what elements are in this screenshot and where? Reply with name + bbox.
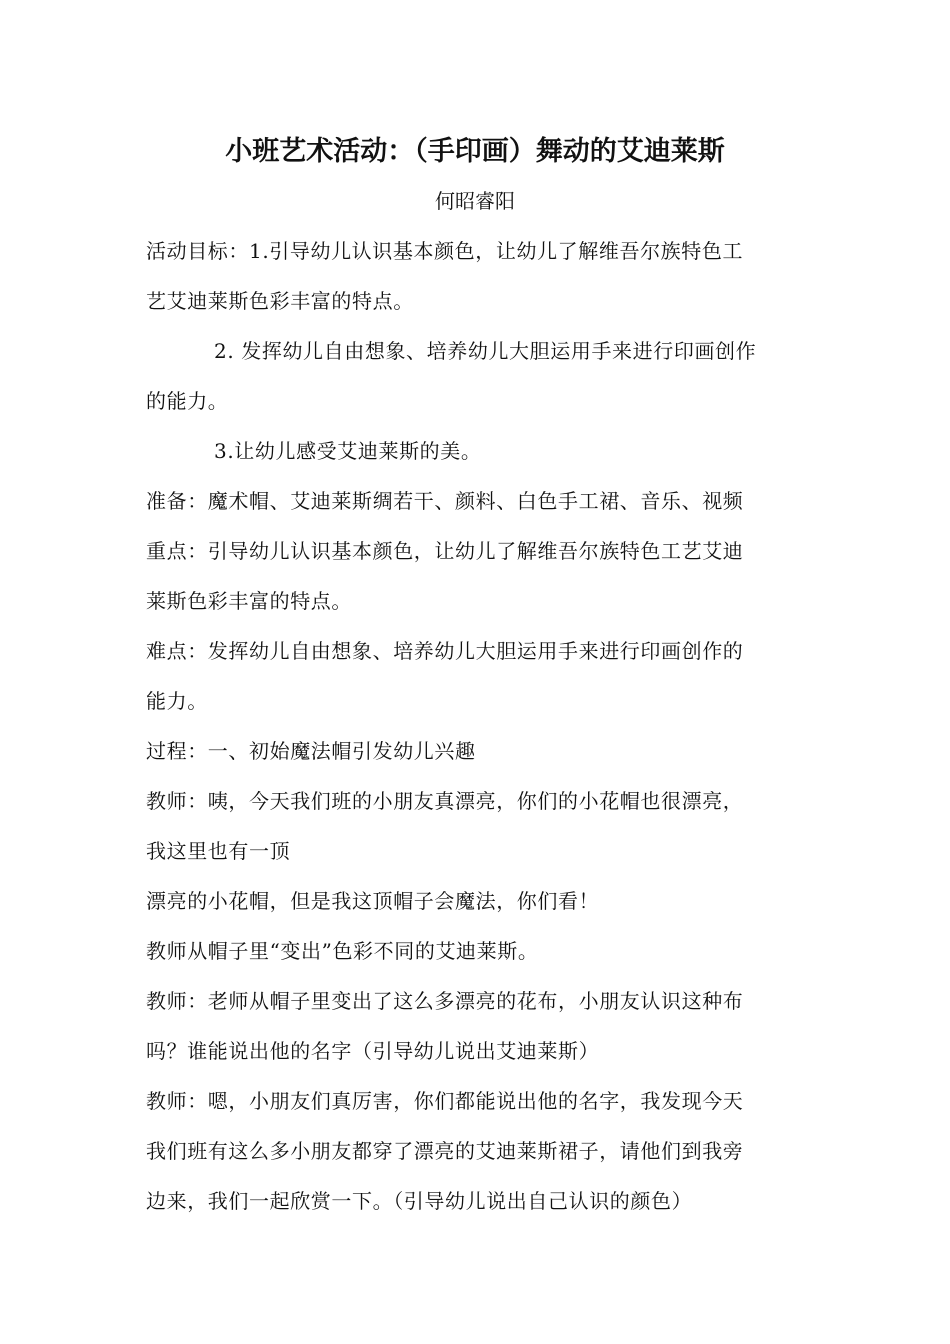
body-line: 我这里也有一顶 (146, 839, 291, 863)
body-line: 教师从帽子里“变出”色彩不同的艾迪莱斯。 (146, 939, 539, 963)
body-line: 教师：咦，今天我们班的小朋友真漂亮，你们的小花帽也很漂亮， (146, 789, 744, 813)
body-line: 的能力。 (146, 389, 229, 413)
body-line: 我们班有这么多小朋友都穿了漂亮的艾迪莱斯裙子，请他们到我旁 (146, 1139, 744, 1163)
body-line: 3.让幼儿感受艾迪莱斯的美。 (214, 439, 482, 463)
body-line: 能力。 (146, 689, 208, 713)
document-author: 何昭睿阳 (435, 189, 515, 213)
body-line: 漂亮的小花帽，但是我这顶帽子会魔法，你们看！ (146, 889, 600, 913)
body-line: 教师：老师从帽子里变出了这么多漂亮的花布，小朋友认识这种布 (146, 989, 744, 1013)
document-title: 小班艺术活动：（手印画）舞动的艾迪莱斯 (225, 136, 725, 167)
body-line: 活动目标：1.引导幼儿认识基本颜色，让幼儿了解维吾尔族特色工 (146, 239, 744, 263)
body-line: 边来，我们一起欣赏一下。（引导幼儿说出自己认识的颜色） (146, 1189, 693, 1213)
body-line: 教师：嗯，小朋友们真厉害，你们都能说出他的名字，我发现今天 (146, 1089, 744, 1113)
body-line: 过程：一、初始魔法帽引发幼儿兴趣 (146, 739, 476, 763)
body-line: 2. 发挥幼儿自由想象、培养幼儿大胆运用手来进行印画创作 (214, 339, 757, 363)
body-line: 莱斯色彩丰富的特点。 (146, 589, 352, 613)
body-line: 吗？谁能说出他的名字（引导幼儿说出艾迪莱斯） (146, 1039, 600, 1063)
body-line: 艺艾迪莱斯色彩丰富的特点。 (146, 289, 414, 313)
body-line: 难点：发挥幼儿自由想象、培养幼儿大胆运用手来进行印画创作的 (146, 639, 744, 663)
body-line: 准备：魔术帽、艾迪莱斯绸若干、颜料、白色手工裙、音乐、视频 (146, 489, 744, 513)
body-line: 重点：引导幼儿认识基本颜色，让幼儿了解维吾尔族特色工艺艾迪 (146, 539, 744, 563)
